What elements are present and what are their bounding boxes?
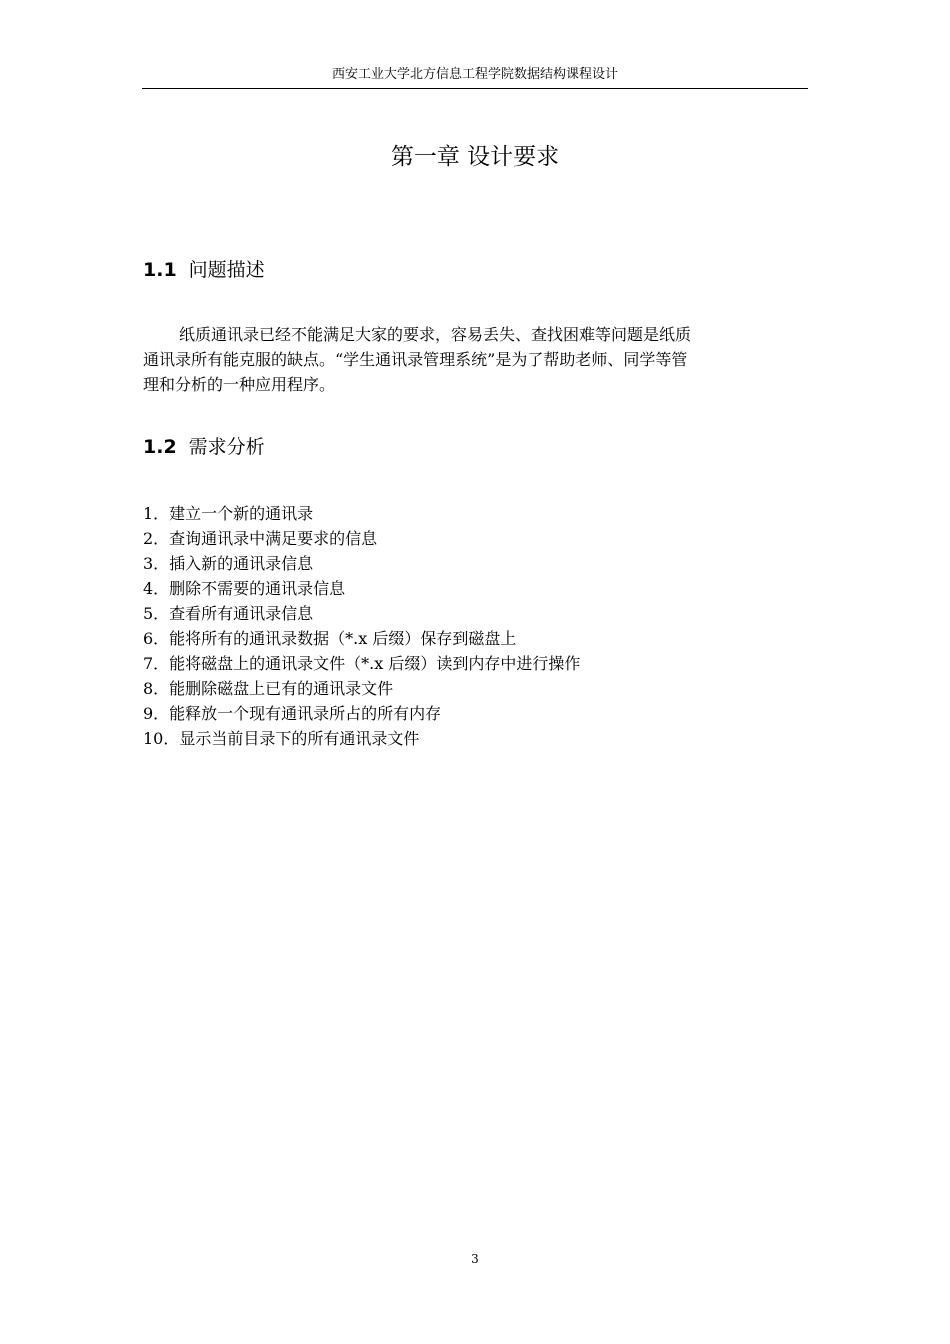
list-item: 7．能将磁盘上的通讯录文件（*.x 后缀）读到内存中进行操作 (143, 654, 581, 673)
running-header: 西安工业大学北方信息工程学院数据结构课程设计 (331, 67, 618, 82)
section-number: 1.2 (143, 436, 177, 458)
list-item: 10．显示当前目录下的所有通讯录文件 (143, 729, 420, 748)
list-item: 8．能删除磁盘上已有的通讯录文件 (143, 679, 394, 698)
list-item: 4．删除不需要的通讯录信息 (143, 579, 346, 598)
list-item: 3．插入新的通讯录信息 (143, 554, 314, 573)
page-number: 3 (471, 1252, 479, 1266)
section-heading-problem (143, 256, 265, 284)
paragraph-line: 通讯录所有能克服的缺点。“学生通讯录管理系统”是为了帮助老师、同学等管 (143, 350, 688, 369)
chapter-title: 第一章 设计要求 (390, 144, 560, 170)
section-title: 需求分析 (188, 436, 265, 458)
paragraph-line: 理和分析的一种应用程序。 (143, 375, 336, 394)
requirements-list (143, 501, 580, 751)
list-item: 1．建立一个新的通讯录 (143, 504, 314, 523)
list-item: 2．查询通讯录中满足要求的信息 (143, 529, 378, 548)
section-heading-requirements (143, 433, 265, 461)
paragraph-line: 纸质通讯录已经不能满足大家的要求，容易丢失、查找困难等问题是纸质 (179, 325, 692, 344)
list-item: 5．查看所有通讯录信息 (143, 604, 314, 623)
problem-description-paragraph (143, 322, 803, 397)
header-rule (142, 88, 808, 89)
list-item: 6．能将所有的通讯录数据（*.x 后缀）保存到磁盘上 (143, 629, 517, 648)
section-number: 1.1 (143, 259, 177, 281)
section-title: 问题描述 (188, 259, 265, 281)
list-item: 9．能释放一个现有通讯录所占的所有内存 (143, 704, 442, 723)
